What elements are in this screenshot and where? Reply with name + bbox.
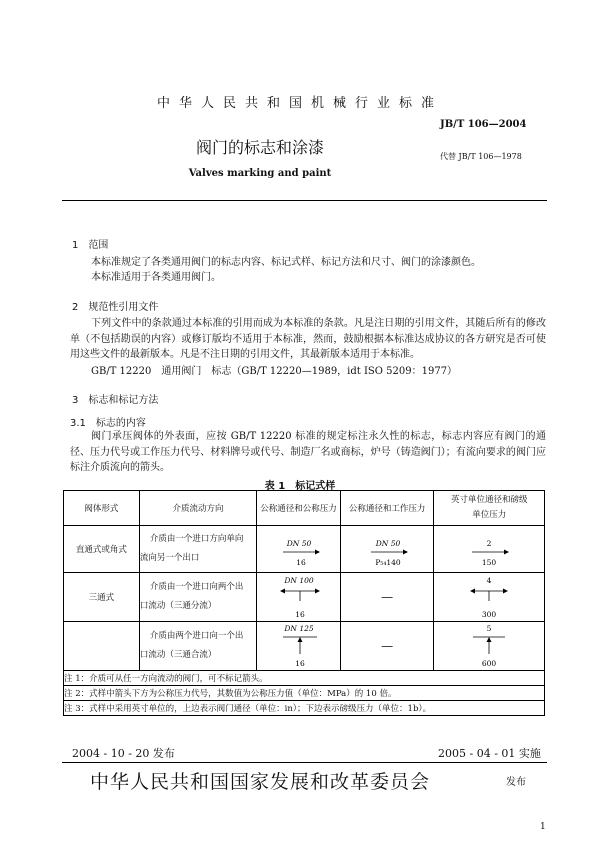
section-3-1-heading: 3.1 标志的内容 xyxy=(70,418,146,429)
body-type-cell xyxy=(64,622,140,671)
mark-bottom-label: 300 xyxy=(482,610,497,619)
table-row xyxy=(64,573,545,622)
nominal-mark-cell xyxy=(257,622,341,671)
section-1-paragraph-2: 本标准适用于各类通用阀门。 xyxy=(91,272,221,283)
body-type-cell: 直通式或角式 xyxy=(64,526,140,573)
table-note-3: 注 3：式样中采用英寸单位的，上边表示阀门通径（单位：in）；下边表示磅级压力（单位：1b）。 xyxy=(64,701,545,716)
flow-line-1: 介质由两个进口向一个出 xyxy=(149,631,244,641)
section-3-1-paragraph: 阀门承压阀体的外表面，应按 GB/T 12220 标准的规定标注永久性的标志，标志内容应有阀门的通径、压力代号或工作压力代号、材料牌号或代号、制造厂名或商标，炉号（铸造阀门）；有流向要求的阀门应标注介质流向的箭头。 xyxy=(70,431,546,473)
flow-description-cell xyxy=(139,526,256,573)
header-imperial xyxy=(434,491,545,526)
replaces-note: 代替 JB/T 106—1978 xyxy=(440,152,522,161)
mark-top-label: DN 50 xyxy=(286,539,312,548)
imperial-mark-cell xyxy=(434,526,545,573)
merge-flow-arrow-icon xyxy=(257,622,341,670)
table-row xyxy=(64,622,545,671)
imperial-mark-cell xyxy=(434,622,545,671)
table-note-1: 注 1：介质可从任一方向流动的阀门，可不标记箭头。 xyxy=(64,671,545,686)
straight-arrow-icon xyxy=(341,526,435,572)
flow-line-1: 介质由一个进口方向单向 xyxy=(149,534,244,544)
mark-top-label: DN 125 xyxy=(284,624,314,633)
mark-top-label: 4 xyxy=(487,576,492,585)
table-header-row xyxy=(64,491,545,526)
flow-description-cell xyxy=(139,622,256,671)
flow-line-1: 介质由一个进口向两个出 xyxy=(149,582,244,592)
mark-bottom-label: 150 xyxy=(482,558,497,567)
body-type-cell: 三通式 xyxy=(64,573,140,622)
marking-table xyxy=(63,490,545,716)
mark-bottom-label: 16 xyxy=(295,610,305,619)
table-note-row xyxy=(64,671,545,686)
mark-bottom-label: 16 xyxy=(296,558,306,567)
document-number: JB/T 106—2004 xyxy=(440,119,527,130)
straight-arrow-icon xyxy=(434,526,544,572)
mark-bottom-label: 16 xyxy=(295,659,305,668)
header-imperial-text: 英寸单位通径和磅级单位压力 xyxy=(450,495,528,520)
publisher-label: 发布 xyxy=(506,777,526,788)
section-2-reference: GB/T 12220 通用阀门 标志（GB/T 12220—1989，idt ISO 5209：1977） xyxy=(91,366,458,377)
working-mark-cell xyxy=(340,526,434,573)
split-flow-arrow-icon xyxy=(434,573,544,621)
working-mark-cell: — xyxy=(340,573,434,622)
mark-bottom-label: P₅₄140 xyxy=(375,558,401,567)
imperial-mark-cell xyxy=(434,573,545,622)
header-nominal-pressure: 公称通径和公称压力 xyxy=(257,491,341,526)
standard-category: 中华人民共和国机械行业标准 xyxy=(156,96,443,111)
table-note-row xyxy=(64,701,545,716)
mark-top-label: 5 xyxy=(487,624,492,633)
mark-top-label: DN 100 xyxy=(284,576,314,585)
document-title: 阀门的标志和涂漆 xyxy=(195,138,324,157)
header-working-pressure: 公称通径和工作压力 xyxy=(340,491,434,526)
mark-top-label: DN 50 xyxy=(375,539,401,548)
table-title: 表 1 标记式样 xyxy=(264,481,336,492)
flow-line-2: 口流动（三通分流） xyxy=(139,601,217,611)
table-note-2: 注 2：式样中箭头下方为公称压力代号，其数值为公称压力值（单位：MPa）的 10 倍。 xyxy=(64,686,545,701)
mark-bottom-label: 600 xyxy=(482,659,497,668)
section-2-paragraph-1: 下列文件中的条款通过本标准的引用而成为本标准的条款。凡是注日期的引用文件，其随后所有的修改单（不包括勘误的内容）或修订版均不适用于本标准，然而，鼓励根据本标准达成协议的各方研究是否可使用这些文件的最新版本。凡是不注日期的引用文件，其最新版本适用于本标准。 xyxy=(70,318,546,360)
section-1-heading: 1 范围 xyxy=(72,240,109,251)
header-divider xyxy=(62,200,547,201)
table-row xyxy=(64,526,545,573)
section-1-paragraph-1: 本标准规定了各类通用阀门的标志内容、标记式样、标记方法和尺寸、阀门的涂漆颜色。 xyxy=(91,257,481,268)
footer-divider xyxy=(62,762,547,763)
mark-top-label: 2 xyxy=(487,539,492,548)
issue-date: 2004 - 10 - 20 发布 xyxy=(72,747,175,760)
nominal-mark-cell xyxy=(257,573,341,622)
nominal-mark-cell xyxy=(257,526,341,573)
table-note-row xyxy=(64,686,545,701)
section-2-heading: 2 规范性引用文件 xyxy=(72,302,159,313)
header-body-type: 阀体形式 xyxy=(64,491,140,526)
header-flow-direction: 介质流动方向 xyxy=(139,491,256,526)
flow-line-2: 口流动（三通合流） xyxy=(139,650,217,660)
implementation-date: 2005 - 04 - 01 实施 xyxy=(438,747,541,760)
page-number: 1 xyxy=(540,822,546,832)
working-mark-cell: — xyxy=(340,622,434,671)
split-flow-arrow-icon xyxy=(257,573,341,621)
merge-flow-arrow-icon xyxy=(434,622,544,670)
section-3-heading: 3 标志和标记方法 xyxy=(72,395,159,406)
flow-description-cell xyxy=(139,573,256,622)
flow-line-2: 流向另一个出口 xyxy=(139,553,200,563)
document-title-english: Valves marking and paint xyxy=(188,168,332,179)
straight-arrow-icon xyxy=(257,526,341,572)
issuing-committee: 中华人民共和国国家发展和改革委员会 xyxy=(90,771,431,793)
